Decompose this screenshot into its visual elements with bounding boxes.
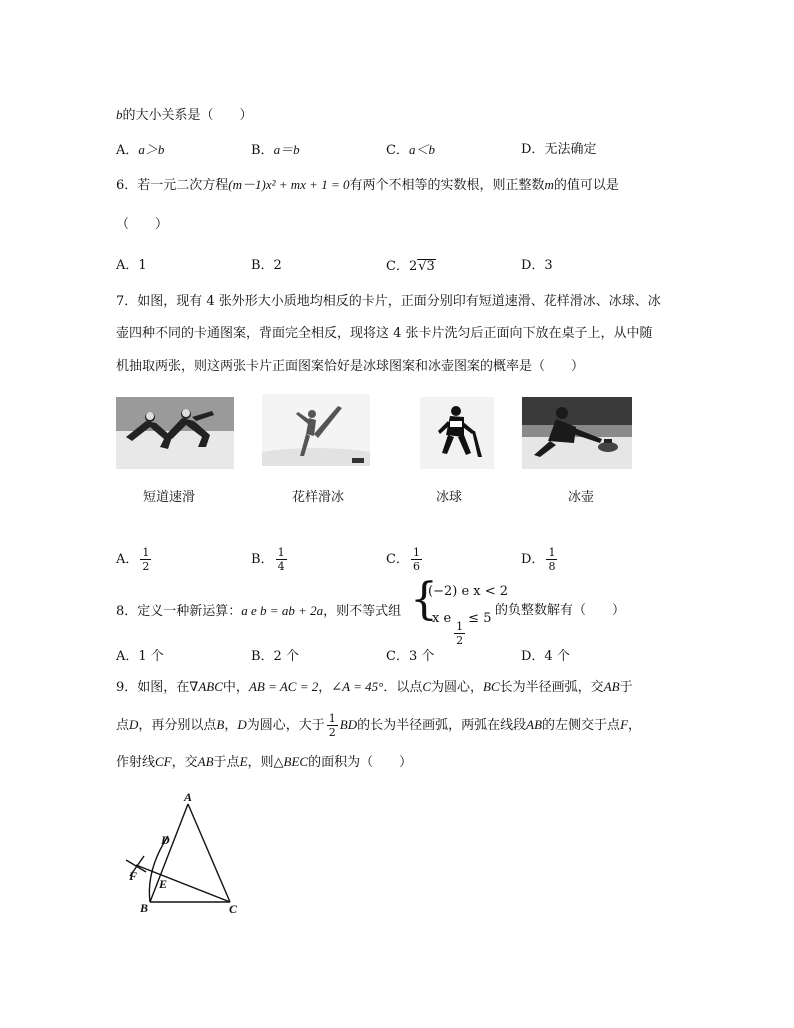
q7-stem-line1: 7．如图，现有 4 张外形大小质地均相反的卡片，正面分别印有短道速滑、花样滑冰、冰球、冰 [116, 294, 661, 309]
q8-system-line2: x e $\frac{1}{2}$ ≤ 5 [432, 611, 492, 647]
var-b: b [116, 107, 123, 122]
caption-curling: 冰壶 [568, 490, 595, 505]
triangle-figure [116, 790, 256, 915]
curling-image [522, 397, 632, 469]
q8-option-a: A．1 个 [116, 649, 164, 664]
q6-option-d: D．3 [521, 258, 553, 273]
q8-definition: a e b = ab + 2a [241, 603, 324, 618]
q6-option-b: B．2 [251, 258, 282, 273]
q6-answer-paren: （ ） [116, 217, 169, 232]
caption-ice-hockey: 冰球 [436, 490, 463, 505]
q8-stem: 8．定义一种新运算：a e b = ab + 2a，则不等式组 [116, 603, 402, 619]
q8-option-d: D．4 个 [521, 649, 570, 664]
q6-equation: (m－1)x² + mx + 1 = 0 [228, 177, 350, 192]
q5-option-b: B．a＝b [251, 142, 300, 158]
label-a: A [184, 790, 193, 804]
q8-system-brace: { [410, 574, 438, 625]
q7-stem-line2: 壶四种不同的卡通图案，背面完全相反，现将这 4 张卡片洗匀后正面向下放在桌子上，从中随 [116, 326, 653, 341]
q6-option-c: C．2√3 [386, 259, 435, 274]
q7-stem-line3: 机抽取两张，则这两张卡片正面图案恰好是冰球图案和冰壶图案的概率是（ ） [116, 359, 585, 374]
q7-option-a: A． $\frac{1}{2}$ [116, 546, 150, 573]
ice-hockey-image [420, 397, 494, 469]
q7-option-c: C． $\frac{1}{6}$ [386, 546, 420, 573]
q8-stem-suffix: 的负整数解有（ ） [495, 603, 626, 618]
label-b: B [140, 901, 149, 915]
q9-stem-line2: 点D，再分别以点B，D为圆心，大于 $\frac{1}{2}$ BD的长为半径画弧，两弧在线段AB的左侧交于点F， [116, 712, 642, 739]
q5-option-c: C．a＜b [386, 142, 435, 158]
label-f: F [129, 869, 138, 883]
q7-option-d: D． $\frac{1}{8}$ [521, 546, 556, 573]
q8-option-b: B．2 个 [251, 649, 299, 664]
q6-stem: 6．若一元二次方程(m－1)x² + mx + 1 = 0有两个不相等的实数根，则正整数m的值可以是 [116, 177, 619, 193]
q9-stem-line1: 9．如图，在∇ABC中，AB = AC = 2，∠A = 45°．以点C为圆心，BC长为半径画弧，交AB于 [116, 679, 633, 695]
q5-option-d: D．无法确定 [521, 142, 597, 157]
q9-stem-line3: 作射线CF，交AB于点E，则△BEC的面积为（ ） [116, 754, 413, 770]
q7-option-b: B． $\frac{1}{4}$ [251, 546, 285, 573]
q5-option-a: A．a＞b [116, 142, 165, 158]
caption-figure-skating: 花样滑冰 [292, 490, 345, 505]
q6-option-a: A．1 [116, 258, 147, 273]
q8-system-line1: (−2) e x < 2 [428, 584, 509, 599]
label-d: D [161, 833, 170, 847]
q8-option-c: C．3 个 [386, 649, 435, 664]
label-c: C [229, 902, 238, 915]
caption-speed-skating: 短道速滑 [143, 490, 196, 505]
figure-skating-image [262, 394, 370, 466]
q5-stem: b的大小关系是（ ） [116, 107, 253, 123]
side-ab [150, 804, 188, 902]
label-e: E [159, 877, 168, 891]
speed-skating-image [116, 397, 234, 469]
